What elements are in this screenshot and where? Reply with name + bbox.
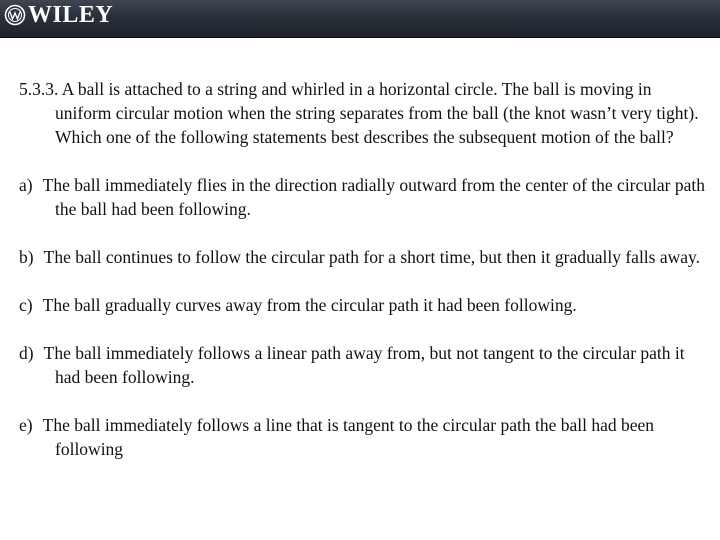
option-e-letter: e) xyxy=(19,415,33,435)
brand-name: WILEY xyxy=(28,2,114,28)
option-b-letter: b) xyxy=(19,247,34,267)
header-bar xyxy=(0,0,720,38)
wiley-logo xyxy=(4,2,113,28)
option-c-text: The ball gradually curves away from the circular path it had been following. xyxy=(42,295,577,315)
option-b-text: The ball continues to follow the circular path for a short time, but then it gradually falls away. xyxy=(43,247,701,267)
option-a-text: The ball immediately flies in the direction radially outward from the center of the circular path the ball had been following. xyxy=(42,175,705,219)
option-b xyxy=(19,245,709,269)
option-c xyxy=(19,293,709,317)
wiley-seal-icon xyxy=(4,4,26,26)
question-text: 5.3.3. A ball is attached to a string and whirled in a horizontal circle. The ball is moving in uniform circular motion when the string separates from the ball (the knot wasn’t very tight). Which one of the following statements best describes the subsequent motion of the ball? xyxy=(19,79,699,147)
option-a xyxy=(19,173,709,221)
option-d xyxy=(19,341,709,389)
option-d-letter: d) xyxy=(19,343,34,363)
question-content xyxy=(19,77,709,485)
option-e xyxy=(19,413,709,461)
option-d-text: The ball immediately follows a linear path away from, but not tangent to the circular path it had been following. xyxy=(43,343,685,387)
option-e-text: The ball immediately follows a line that is tangent to the circular path the ball had been following xyxy=(42,415,655,459)
option-c-letter: c) xyxy=(19,295,33,315)
option-a-letter: a) xyxy=(19,175,33,195)
